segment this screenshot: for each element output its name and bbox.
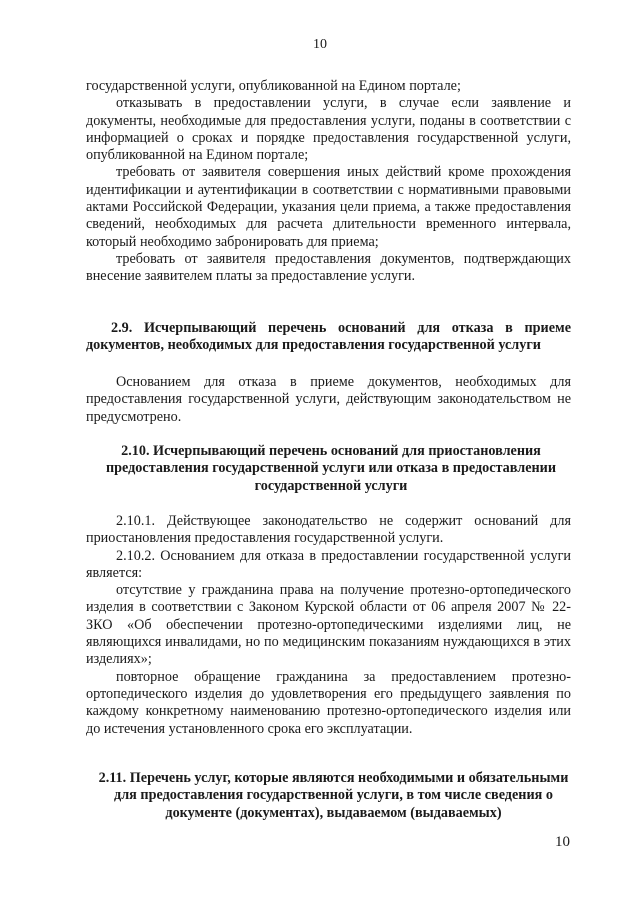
- paragraph: отсутствие у гражданина права на получение протезно-ортопедического изделия в соответствии с Законом Курской области от 06 апреля 2007 № 22-ЗКО «Об обеспечении протезно-ортопедическими изделиями лиц, не являющихся инвалидами, но по медицинским показаниям нуждающихся в этих изделиях»;: [86, 582, 571, 668]
- section-2-10-body: [86, 513, 571, 738]
- section-2-9-body: [86, 374, 571, 426]
- paragraph: государственной услуги, опубликованной на Едином портале;: [86, 78, 461, 94]
- paragraph: Основанием для отказа в приеме документов, необходимых для предоставления государственной услуги, действующим законодательством не предусмотрено.: [86, 374, 571, 425]
- paragraph: повторное обращение гражданина за предоставлением протезно-ортопедического изделия до удовлетворения его предыдущего заявления по каждому конкретному наименованию протезно-ортопедического изделия или до истечения установленного срока его эксплуатации.: [86, 668, 571, 737]
- section-2-11-heading-block: [96, 770, 571, 822]
- top-section: [86, 78, 571, 286]
- paragraph: требовать от заявителя предоставления документов, подтверждающих внесение заявителем платы за предоставление услуги.: [86, 250, 571, 285]
- paragraph: отказывать в предоставлении услуги, в случае если заявление и документы, необходимые для предоставления услуги, поданы в соответствии с информацией о сроках и порядке предоставления государственной услуги, опубликованной на Едином портале;: [86, 95, 571, 164]
- paragraph: требовать от заявителя совершения иных действий кроме прохождения идентификации и аутентификации в соответствии с нормативными правовыми актами Российской Федерации, указания цели приема, а также предоставления сведений, необходимых для расчета длительности временного интервала, который необходимо забронировать для приема;: [86, 164, 571, 250]
- paragraph: 2.10.1. Действующее законодательство не содержит оснований для приостановления предоставления государственной услуги.: [86, 513, 571, 547]
- page-number-bottom: 10: [555, 834, 570, 850]
- section-2-10-heading-block: [92, 443, 570, 495]
- section-heading: 2.9. Исчерпывающий перечень оснований для отказа в приеме документов, необходимых для предоставления государственной услуги: [86, 320, 571, 354]
- paragraph: 2.10.2. Основанием для отказа в предоставлении государственной услуги является:: [86, 547, 571, 581]
- section-heading: 2.11. Перечень услуг, которые являются необходимыми и обязательными для предоставления государственной услуги, в том числе сведения о документе (документах), выдаваемом (выдаваемых): [98, 770, 569, 821]
- section-2-9: [86, 320, 571, 355]
- page-number-top: 10: [313, 37, 327, 52]
- section-heading: 2.10. Исчерпывающий перечень оснований для приостановления предоставления государственной услуги или отказа в предоставлении государственной услуги: [105, 443, 557, 494]
